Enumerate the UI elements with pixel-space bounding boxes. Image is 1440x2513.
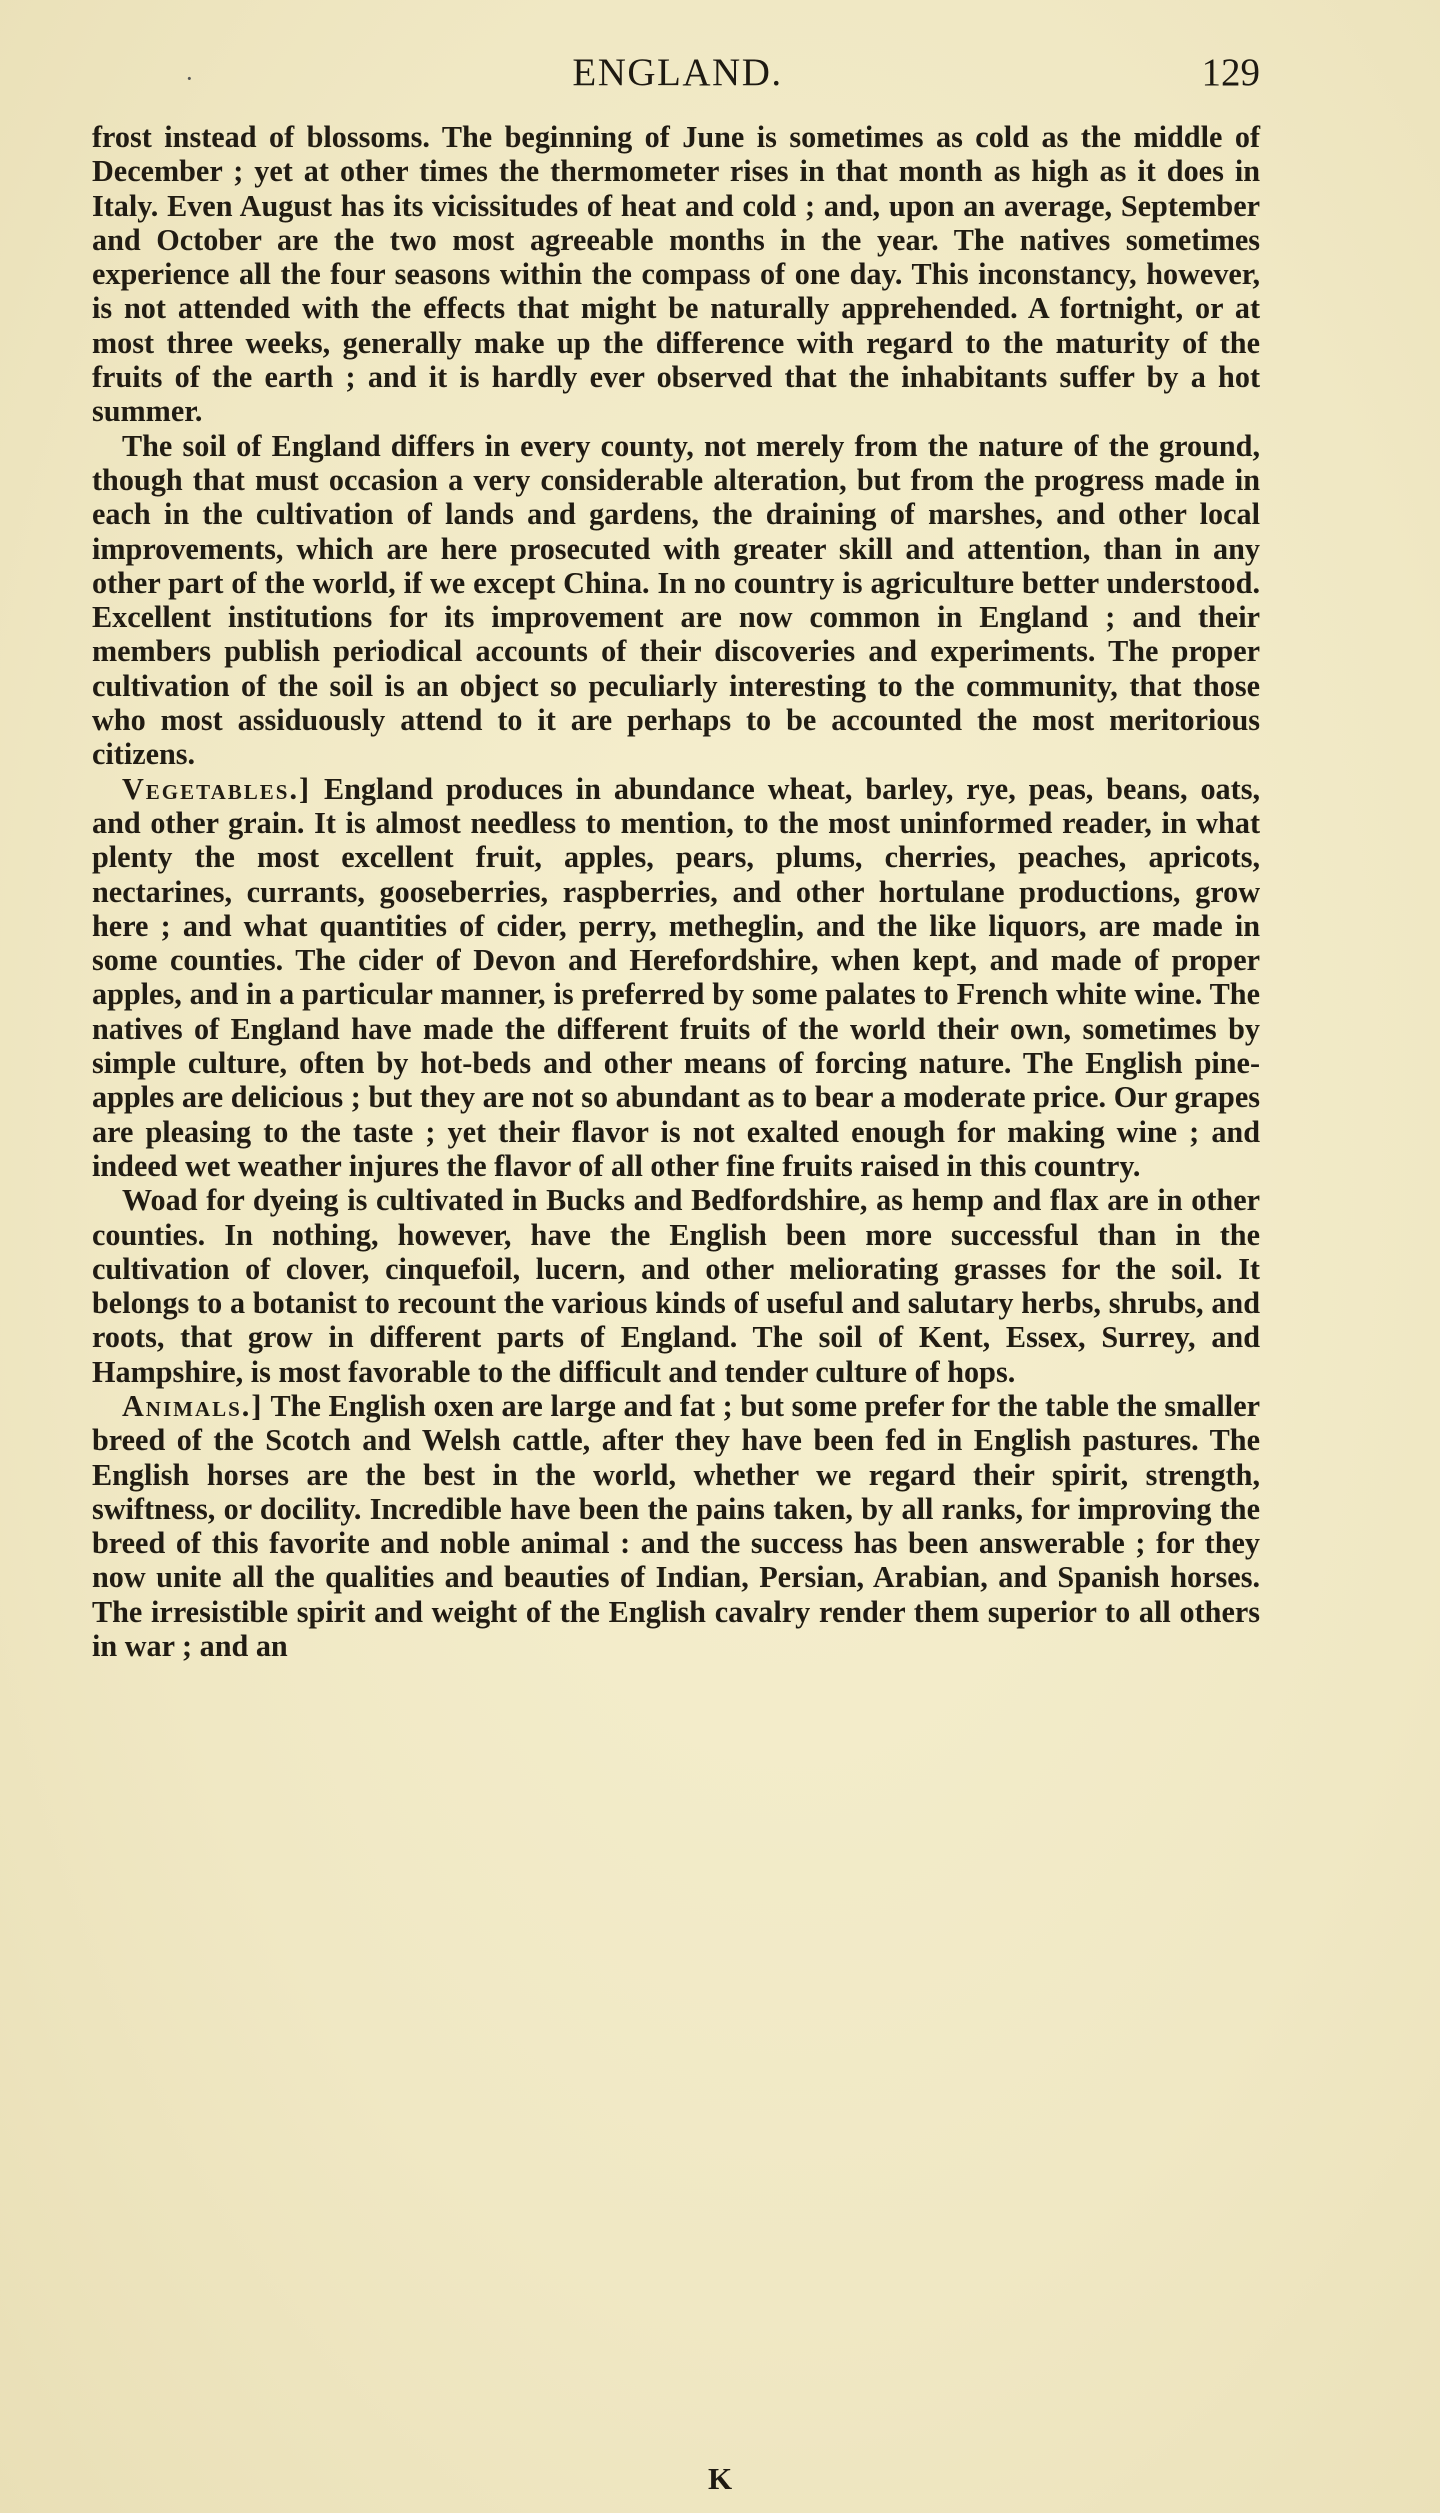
paragraph-text: England produces in abundance wheat, barley, rye, peas, beans, oats, and other grain. It is almost needless to mention, to the most uninformed reader, in what plenty the most excellent fruit, apples, pears, plums, cherries, peaches, apricots, nectarines, currants, gooseberries, raspberries, and other hortulane productions, grow here ; and what quantities of cider, perry, metheglin, and the like liquors, are made in some counties. The cider of Devon and Herefordshire, when kept, and made of proper apples, and in a particular manner, is preferred by some palates to French white wine. The natives of England have made the different fruits of the world their own, sometimes by simple culture, often by hot-beds and other means of forcing nature. The English pine-apples are delicious ; but they are not so abundant as to bear a moderate price. Our grapes are pleasing to the taste ; yet their flavor is not exalted enough for making wine ; and indeed wet weather injures the flavor of all other fine fruits raised in this country. <box>92 771 1260 1183</box>
paragraph-text: The English oxen are large and fat ; but some prefer for the table the smaller breed of the Scotch and Welsh cattle, after they have been fed in English pastures. The English horses are the best in the world, whether we regard their spirit, strength, swiftness, or docility. Incredible have been the pains taken, by all ranks, for improving the breed of this favorite and noble animal : and the success has been answerable ; for they now unite all the qualities and beauties of Indian, Persian, Arabian, and Spanish horses. The irresistible spirit and weight of the English cavalry render them superior to all others in war ; and an <box>92 1388 1260 1664</box>
paragraph-woad <box>92 1183 1260 1389</box>
paragraph-text: frost instead of blossoms. The beginning of June is sometimes as cold as the middle of December ; yet at other times the thermometer rises in that month as high as it does in Italy. Even August has its vicissitudes of heat and cold ; and, upon an average, September and October are the two most agreeable months in the year. The natives sometimes experience all the four seasons within the compass of one day. This inconstancy, however, is not attended with the effects that might be naturally apprehended. A fortnight, or at most three weeks, generally make up the difference with regard to the maturity of the fruits of the earth ; and it is hardly ever observed that the inhabitants suffer by a hot summer. <box>92 120 1260 429</box>
body-text <box>92 120 1260 1663</box>
section-heading-vegetables: Vegetables.] <box>122 771 312 806</box>
running-head <box>95 50 1260 100</box>
paragraph-text: The soil of England differs in every county, not merely from the nature of the ground, though that must occasion a very considerable alteration, but from the progress made in each in the cultivation of lands and gardens, the draining of marshes, and other local improvements, which are here prosecuted with greater skill and attention, than in any other part of the world, if we except China. In no country is agriculture better understood. Excellent institutions for its improvement are now common in England ; and their members publish periodical accounts of their discoveries and experiments. The proper cultivation of the soil is an object so peculiarly interesting to the community, that those who most assiduously attend to it are perhaps to be accounted the most meritorious citizens. <box>92 428 1260 772</box>
paragraph-climate <box>92 120 1260 429</box>
paragraph-soil <box>92 429 1260 772</box>
paragraph-vegetables <box>92 772 1260 1184</box>
section-heading-animals: Animals.] <box>122 1388 264 1423</box>
head-dot: · <box>185 64 194 93</box>
paragraph-animals <box>92 1389 1260 1663</box>
signature-mark: K <box>707 2461 733 2496</box>
paragraph-text: Woad for dyeing is cultivated in Bucks and Bedfordshire, as hemp and flax are in other counties. In nothing, however, have the English been more successful than in the cultivation of clover, cinquefoil, lucern, and other meliorating grasses for the soil. It belongs to a botanist to recount the various kinds of useful and salutary herbs, shrubs, and roots, that grow in different parts of England. The soil of Kent, Essex, Surrey, and Hampshire, is most favorable to the difficult and tender culture of hops. <box>92 1183 1260 1389</box>
running-title: ENGLAND. <box>572 51 783 94</box>
page-number: 129 <box>1201 51 1260 94</box>
